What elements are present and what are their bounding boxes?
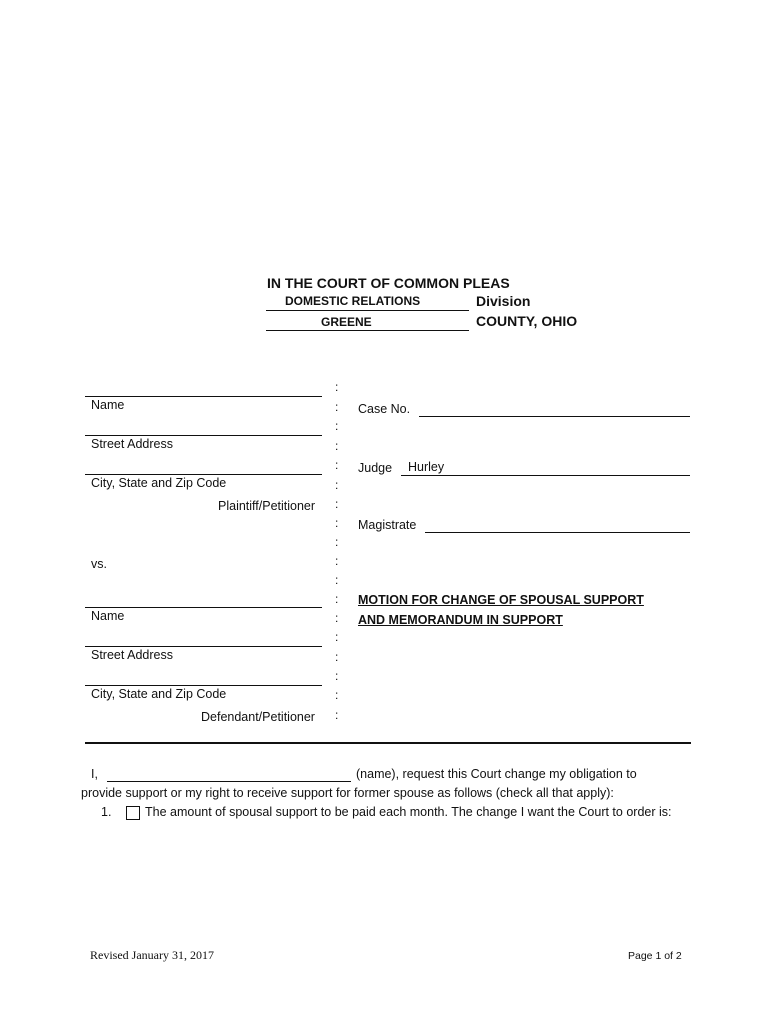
judge-value: Hurley xyxy=(408,460,445,474)
case-no-line[interactable] xyxy=(419,416,690,417)
defendant-name-line[interactable] xyxy=(85,607,322,608)
defendant-city-line[interactable] xyxy=(85,685,322,686)
item1-text: The amount of spousal support to be paid each month. The change I want the Court to order is: xyxy=(145,805,672,819)
vs-label: vs. xyxy=(91,557,107,571)
case-no-label: Case No. xyxy=(358,402,411,416)
item1-checkbox[interactable] xyxy=(126,806,140,820)
caption-colon: : xyxy=(335,535,339,549)
revised-date: Revised January 31, 2017 xyxy=(90,948,214,962)
judge-line[interactable] xyxy=(401,475,690,476)
caption-colon: : xyxy=(335,554,339,568)
page-number: Page 1 of 2 xyxy=(628,950,682,962)
defendant-street-label: Street Address xyxy=(91,648,173,662)
petitioner-name-line[interactable] xyxy=(107,781,351,782)
defendant-role-label: Defendant/Petitioner xyxy=(201,710,315,724)
plaintiff-role-label: Plaintiff/Petitioner xyxy=(218,499,316,513)
caption-colon: : xyxy=(335,439,339,453)
caption-colon: : xyxy=(335,380,339,394)
plaintiff-street-label: Street Address xyxy=(91,437,173,451)
division-underline xyxy=(266,310,469,311)
caption-colon: : xyxy=(335,688,339,702)
county-label: COUNTY, OHIO xyxy=(476,313,578,329)
plaintiff-city-line[interactable] xyxy=(85,474,322,475)
magistrate-line[interactable] xyxy=(425,532,690,533)
division-label: Division xyxy=(476,293,531,309)
caption-colon: : xyxy=(335,592,339,606)
defendant-name-label: Name xyxy=(91,609,125,623)
magistrate-label: Magistrate xyxy=(358,518,417,532)
motion-title-line2: AND MEMORANDUM IN SUPPORT xyxy=(358,613,563,627)
caption-colon: : xyxy=(335,630,339,644)
intro-line2: provide support or my right to receive support for former spouse as follows (check all that apply): xyxy=(81,786,614,800)
county-underline xyxy=(266,330,469,331)
caption-colon: : xyxy=(335,573,339,587)
caption-colon: : xyxy=(335,611,339,625)
caption-colon: : xyxy=(335,458,339,472)
defendant-street-line[interactable] xyxy=(85,646,322,647)
plaintiff-street-line[interactable] xyxy=(85,435,322,436)
caption-colon: : xyxy=(335,516,339,530)
caption-divider xyxy=(85,742,691,744)
caption-colon: : xyxy=(335,478,339,492)
plaintiff-name-label: Name xyxy=(91,398,125,412)
item1-number: 1. xyxy=(101,805,112,819)
plaintiff-city-label: City, State and Zip Code xyxy=(91,476,227,490)
caption-colon: : xyxy=(335,400,339,414)
court-title: IN THE COURT OF COMMON PLEAS xyxy=(267,275,510,291)
caption-colon: : xyxy=(335,650,339,664)
caption-colon: : xyxy=(335,497,339,511)
caption-colon: : xyxy=(335,419,339,433)
judge-label: Judge xyxy=(358,461,393,475)
defendant-city-label: City, State and Zip Code xyxy=(91,687,227,701)
plaintiff-name-line[interactable] xyxy=(85,396,322,397)
motion-title-line1: MOTION FOR CHANGE OF SPOUSAL SUPPORT xyxy=(358,593,644,607)
division-value: DOMESTIC RELATIONS xyxy=(285,294,421,308)
county-value: GREENE xyxy=(321,315,372,329)
caption-colon: : xyxy=(335,708,339,722)
caption-colon: : xyxy=(335,669,339,683)
intro-suffix: (name), request this Court change my obligation to xyxy=(356,767,637,781)
intro-prefix: I, xyxy=(91,767,98,781)
